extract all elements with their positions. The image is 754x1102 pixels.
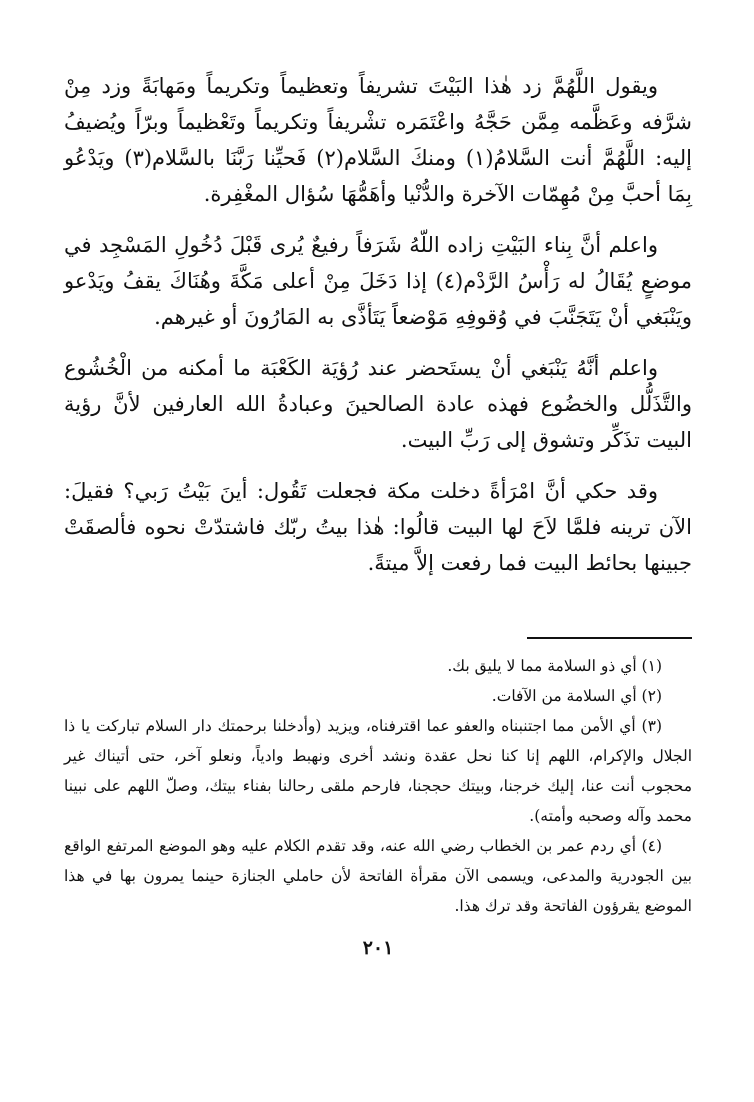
footnote-divider bbox=[527, 637, 692, 639]
paragraph: واعلم أنَّ بِناء البَيْتِ زاده اللّهُ شَرَفاً رفيعٌ يُرى قَبْلَ دُخُولِ المَسْجِد في موضعٍ يُقَالُ له رَأْسُ الرَّدْم(٤) إذا دَخَلَ مِنْ أعلى مَكَّةَ وهُنَاكَ يقفُ ويَدْعو ويَنْبَغي أنْ يَتَجَنَّبَ في وُقوفِهِ مَوْضعاً يَتَأذَّى به المَارُونَ أو غيرهم. bbox=[64, 233, 692, 329]
footnotes bbox=[64, 651, 692, 921]
paragraph: وقد حكي أنَّ امْرَأةً دخلت مكة فجعلت تَقُول: أينَ بَيْتُ رَبي؟ فقيلَ: الآن ترينه فلمَّا لاَحَ لها البيت قالُوا: هٰذا بيتُ ربّك فاشتدّتْ نحوه فألصقَتْ جبينها بحائط البيت فما رفعت إلاَّ ميتةً. bbox=[64, 479, 692, 575]
footnote: (١) أي ذو السلامة مما لا يليق بك. bbox=[447, 657, 662, 675]
paragraph: واعلم أنَّهُ يَنْبَغي أنْ يستَحضر عند رُؤيَة الكَعْبَة ما أمكنه من الْخُشُوع والتَّذَلُّل والخضُوع فهذه عادة الصالحينَ وعبادةُ الله العارفين لأنَّ رؤية البيت تذَكِّر وتشوق إلى رَبِّ البيت. bbox=[64, 356, 692, 452]
footnote: (٢) أي السلامة من الآفات. bbox=[491, 687, 662, 705]
book-page bbox=[64, 68, 692, 1062]
footnote: (٤) أي ردم عمر بن الخطاب رضي الله عنه، وقد تقدم الكلام عليه وهو الموضع المرتفع الواقع بين الجودرية والمدعى، ويسمى الآن مقرأة الفاتحة لأن حاملي الجنازة حينما يمرون بها في هذا الموضع يقرؤون الفاتحة وقد ترك هذا. bbox=[64, 837, 692, 915]
paragraph: ويقول اللَّهُمَّ زد هٰذا البَيْتَ تشريفاً وتعظيماً وتكريماً ومَهابَةً وزد مِنْ شرَّفه وعَظَّمه مِمَّن حَجَّهُ واعْتَمَره تشْريفاً وتكريماً وتَعْظيماً وبرّاً ويُضيفُ إليه: اللَّهُمَّ أنت السَّلامُ(١) ومنكَ السَّلام(٢) فَحيِّنا رَبَّنَا بالسَّلام(٣) ويَدْعُو بِمَا أحبَّ مِنْ مُهِمّات الآخرة والدُّنْيا وأهَمُّهَا سُؤال المغْفِرة. bbox=[64, 74, 692, 206]
page-number: ٢٠١ bbox=[362, 937, 394, 959]
main-text bbox=[64, 68, 692, 581]
footnote: (٣) أي الأمن مما اجتنبناه والعفو عما اقترفناه، ويزيد (وأدخلنا برحمتك دار السلام تباركت يا ذا الجلال والإكرام، اللهم إنا كنا نحل عقدة ونشد أخرى ونهبط وادياً، ونعلو آخر، حتى أتيناك غير محجوب أنت عنا، إليك خرجنا، وبيتك حججنا، فارحم ملقى رحالنا بفناء بيتك، وصلّ اللهم على نبينا محمد وآله وصحبه وأمته). bbox=[64, 717, 692, 825]
